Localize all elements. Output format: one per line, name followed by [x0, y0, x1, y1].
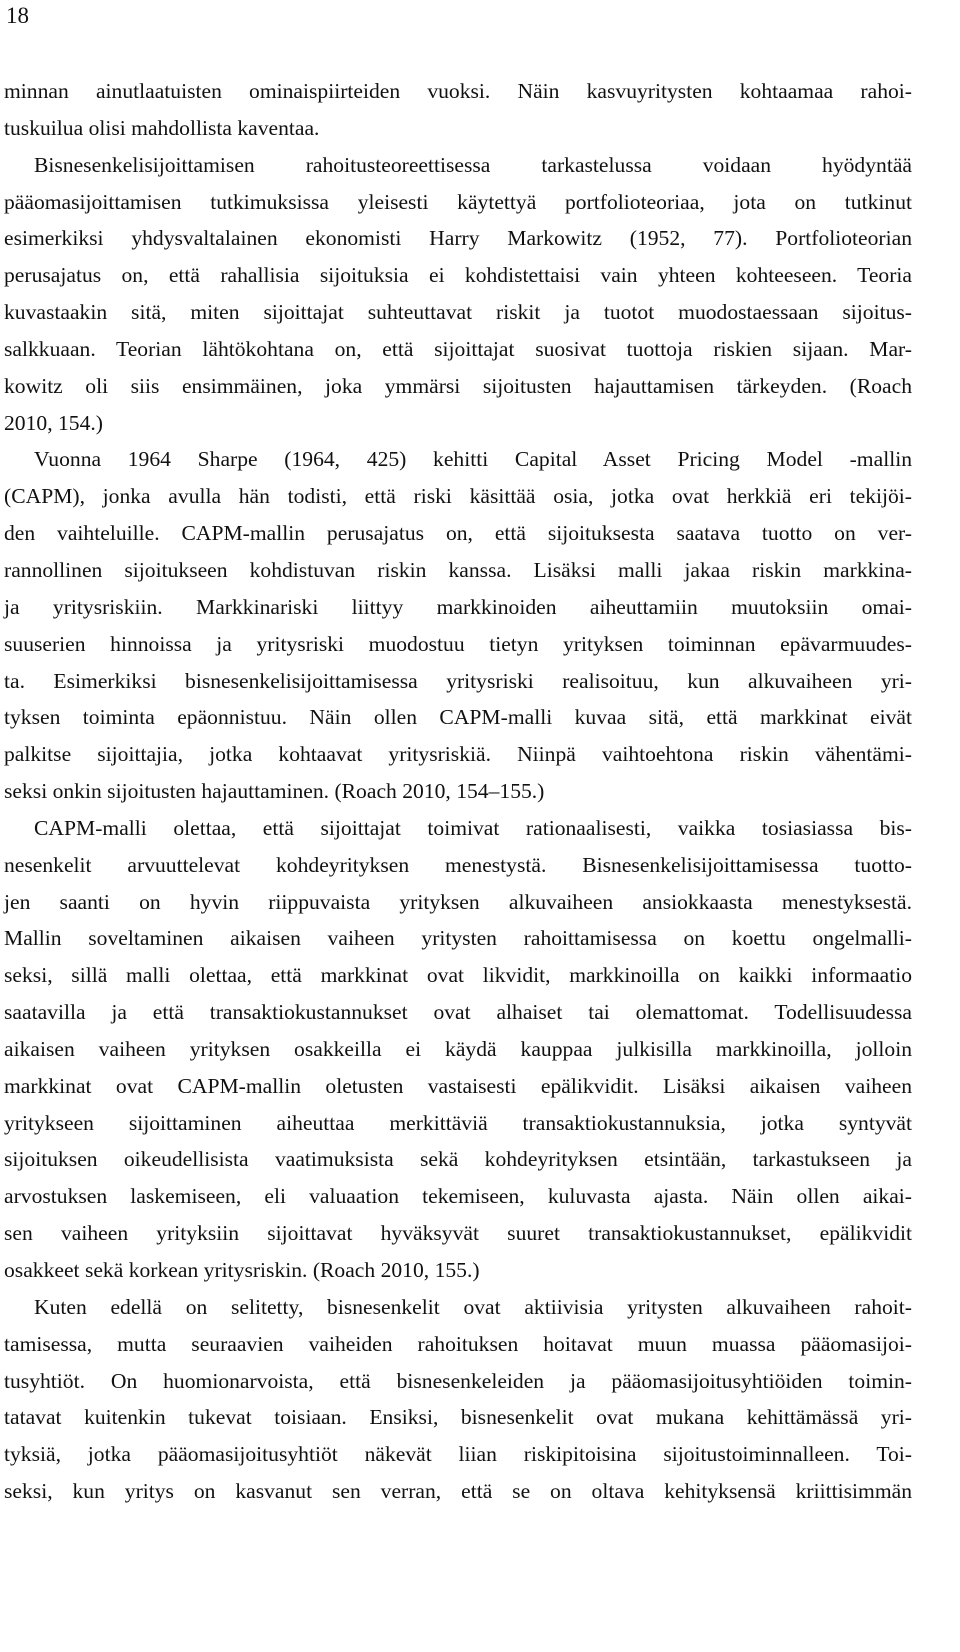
text-line: aikaisen vaiheen yrityksen osakkeilla ei käydä kauppaa julkisilla markkinoilla, jolloin — [4, 1036, 912, 1061]
text-line: 2010, 154.) — [4, 410, 103, 435]
text-line: jen saanti on hyvin riippuvaista yrityksen alkuvaiheen ansiokkaasta menestyksestä. — [4, 889, 912, 914]
text-line: seksi onkin sijoitusten hajauttaminen. (Roach 2010, 154–155.) — [4, 779, 545, 804]
text-line: den vaihteluille. CAPM-mallin perusajatus on, että sijoituksesta saatava tuotto on ver- — [4, 521, 912, 546]
text-line: suuserien hinnoissa ja yritysriski muodostuu tietyn yrityksen toiminnan epävarmuudes- — [4, 631, 912, 656]
text-line: saatavilla ja että transaktiokustannukset ovat alhaiset tai olemattomat. Todellisuudessa — [4, 1000, 912, 1025]
text-line: seksi, sillä malli olettaa, että markkinat ovat likvidit, markkinoilla on kaikki informaatio — [4, 963, 912, 988]
text-line: yritykseen sijoittaminen aiheuttaa merkittäviä transaktiokustannuksia, jotka syntyvät — [4, 1110, 912, 1135]
text-line: salkkuaan. Teorian lähtökohtana on, että sijoittajat suosivat tuottoja riskien sijaan. Mar- — [4, 336, 912, 361]
text-line: palkitse sijoittajia, jotka kohtaavat yritysriskiä. Niinpä vaihtoehtona riskin vähentämi- — [4, 742, 912, 767]
page-number: 18 — [6, 3, 29, 28]
text-line: tatavat kuitenkin tukevat toisiaan. Ensiksi, bisnesenkelit ovat mukana kehittämässä yri- — [4, 1405, 912, 1430]
paragraph — [4, 73, 912, 147]
text-line: ta. Esimerkiksi bisnesenkelisijoittamisessa yritysriski realisoituu, kun alkuvaiheen yri- — [4, 668, 912, 693]
text-line: sen vaiheen yrityksiin sijoittavat hyväksyvät suuret transaktiokustannukset, epälikvidit — [4, 1221, 912, 1246]
text-line: Mallin soveltaminen aikaisen vaiheen yritysten rahoittamisessa on koettu ongelmalli- — [4, 926, 912, 951]
text-line: tuskuilua olisi mahdollista kaventaa. — [4, 115, 320, 140]
text-line: tusyhtiöt. On huomionarvoista, että bisnesenkeleiden ja pääomasijoitusyhtiöiden toimin- — [4, 1368, 912, 1393]
text-line: tyksiä, jotka pääomasijoitusyhtiöt näkevät liian riskipitoisina sijoitustoiminnalleen. Toi- — [4, 1442, 912, 1467]
paragraph — [4, 810, 912, 1289]
text-line: ja yritysriskiin. Markkinariski liittyy markkinoiden aiheuttamiin muutoksiin omai- — [4, 594, 912, 619]
text-line: Bisnesenkelisijoittamisen rahoitusteoreettisessa tarkastelussa voidaan hyödyntää — [34, 152, 912, 177]
text-line: minnan ainutlaatuisten ominaispiirteiden vuoksi. Näin kasvuyritysten kohtaamaa rahoi- — [4, 79, 912, 103]
text-line: (CAPM), jonka avulla hän todisti, että riski käsittää osia, jotka ovat herkkiä eri tekijöi- — [4, 484, 912, 509]
text-line: tamisessa, mutta seuraavien vaiheiden rahoituksen hoitavat muun muassa pääomasijoi- — [4, 1331, 912, 1356]
text-line: arvostuksen laskemiseen, eli valuaation tekemiseen, kuluvasta ajasta. Näin ollen aikai- — [4, 1184, 912, 1209]
text-line: perusajatus on, että rahallisia sijoituksia ei kohdistettaisi vain yhteen kohteeseen. Teoria — [4, 263, 912, 288]
paragraph — [4, 1289, 912, 1510]
text-line: pääomasijoittamisen tutkimuksissa yleisesti käytettyä portfolioteoriaa, jota on tutkinut — [4, 189, 912, 214]
text-line: rannollinen sijoitukseen kohdistuvan riskin kanssa. Lisäksi malli jakaa riskin markkina- — [4, 557, 912, 582]
text-line: osakkeet sekä korkean yritysriskin. (Roach 2010, 155.) — [4, 1258, 480, 1282]
text-line: esimerkiksi yhdysvaltalainen ekonomisti Harry Markowitz (1952, 77). Portfolioteorian — [4, 226, 912, 251]
text-line: markkinat ovat CAPM-mallin oletusten vastaisesti epälikvidit. Lisäksi aikaisen vaiheen — [4, 1073, 912, 1098]
text-line: Vuonna 1964 Sharpe (1964, 425) kehitti Capital Asset Pricing Model -mallin — [34, 447, 912, 472]
text-line: CAPM-malli olettaa, että sijoittajat toimivat rationaalisesti, vaikka tosiasiassa bis- — [34, 815, 912, 840]
text-line: kowitz oli siis ensimmäinen, joka ymmärsi sijoitusten hajauttamisen tärkeyden. (Roach — [4, 373, 912, 398]
text-line: tyksen toiminta epäonnistuu. Näin ollen CAPM-malli kuvaa sitä, että markkinat eivät — [4, 705, 912, 730]
paragraph — [4, 441, 912, 809]
text-line: nesenkelit arvuuttelevat kohdeyrityksen menestystä. Bisnesenkelisijoittamisessa tuotto- — [4, 852, 912, 877]
text-line: kuvastaakin sitä, miten sijoittajat suhteuttavat riskit ja tuotot muodostaessaan sijoitus- — [4, 300, 912, 325]
body-text — [4, 73, 912, 1510]
paragraph — [4, 147, 912, 442]
text-line: Kuten edellä on selitetty, bisnesenkelit ovat aktiivisia yritysten alkuvaiheen rahoit- — [34, 1294, 912, 1319]
text-line: sijoituksen oikeudellisista vaatimuksista sekä kohdeyrityksen etsintään, tarkastukseen ja — [4, 1147, 912, 1172]
text-line: seksi, kun yritys on kasvanut sen verran, että se on oltava kehityksensä kriittisimmän — [4, 1479, 912, 1504]
